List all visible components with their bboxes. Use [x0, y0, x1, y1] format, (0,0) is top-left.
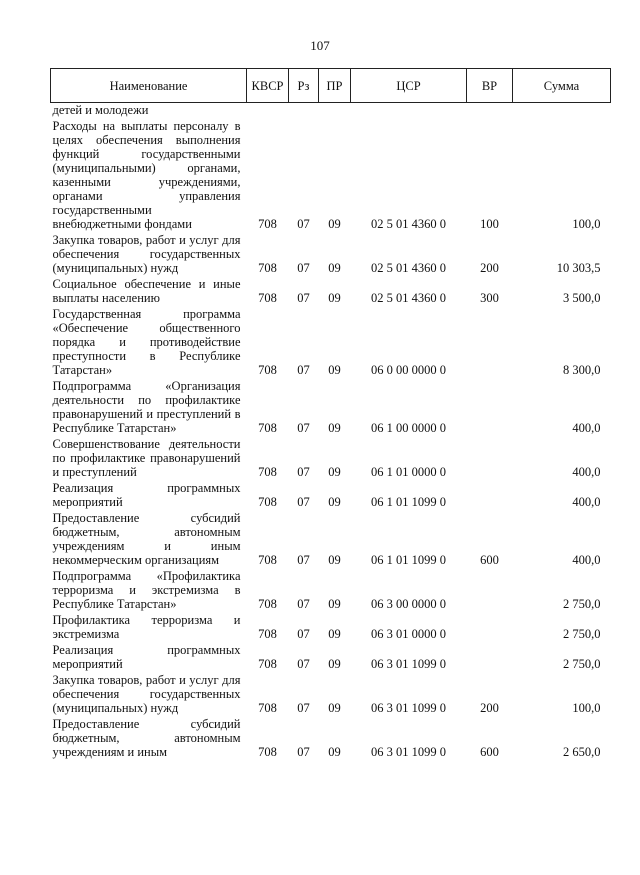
- row-pr: [319, 103, 351, 120]
- row-name: Государственная программа «Обеспечение общественного порядка и противодействие преступности в Республике Татарстан»: [52, 307, 241, 377]
- row-csr: 06 3 00 0000 0: [371, 597, 446, 611]
- row-vr: [467, 569, 513, 613]
- table-row: [51, 277, 611, 307]
- row-vr: 200: [480, 701, 499, 715]
- row-rz: 07: [297, 421, 310, 435]
- header-pr: ПР: [319, 69, 351, 103]
- row-kvsr: 708: [258, 745, 277, 759]
- row-vr: 300: [480, 291, 499, 305]
- row-pr: 09: [328, 597, 341, 611]
- row-vr: [467, 437, 513, 481]
- row-csr: 02 5 01 4360 0: [371, 217, 446, 231]
- row-kvsr: 708: [258, 657, 277, 671]
- row-vr: [467, 613, 513, 643]
- row-sum: 400,0: [572, 553, 601, 567]
- row-kvsr: 708: [258, 553, 277, 567]
- table-row: [51, 481, 611, 511]
- table-body: [51, 103, 611, 762]
- row-rz: 07: [297, 627, 310, 641]
- table-row: [51, 613, 611, 643]
- row-csr: 06 3 01 1099 0: [371, 657, 446, 671]
- header-rz: Рз: [289, 69, 319, 103]
- row-sum: 2 650,0: [563, 745, 601, 759]
- row-name: Реализация программных мероприятий: [52, 643, 241, 671]
- row-kvsr: 708: [258, 627, 277, 641]
- row-csr: 06 1 01 0000 0: [371, 465, 446, 479]
- table-row: [51, 307, 611, 379]
- table-row: [51, 643, 611, 673]
- header-kvsr: КВСР: [247, 69, 289, 103]
- row-sum: 3 500,0: [563, 291, 601, 305]
- header-csr: ЦСР: [351, 69, 467, 103]
- row-name: Предоставление субсидий бюджетным, автономным учреждениям и иным некоммерческим организациям: [52, 511, 241, 567]
- row-rz: [289, 103, 319, 120]
- row-kvsr: 708: [258, 701, 277, 715]
- row-kvsr: 708: [258, 217, 277, 231]
- row-csr: 06 1 01 1099 0: [371, 553, 446, 567]
- row-rz: 07: [297, 657, 310, 671]
- row-kvsr: 708: [258, 465, 277, 479]
- row-csr: 06 3 01 1099 0: [371, 745, 446, 759]
- row-vr: 600: [480, 745, 499, 759]
- row-vr: [467, 481, 513, 511]
- row-csr: 06 3 01 1099 0: [371, 701, 446, 715]
- row-pr: 09: [328, 745, 341, 759]
- row-kvsr: 708: [258, 597, 277, 611]
- row-pr: 09: [328, 291, 341, 305]
- row-pr: 09: [328, 495, 341, 509]
- row-rz: 07: [297, 363, 310, 377]
- row-name: Совершенствование деятельности по профилактике правонарушений и преступлений: [52, 437, 241, 479]
- row-pr: 09: [328, 363, 341, 377]
- row-rz: 07: [297, 597, 310, 611]
- row-vr: [467, 379, 513, 437]
- row-sum: 2 750,0: [563, 657, 601, 671]
- row-pr: 09: [328, 627, 341, 641]
- table-row: [51, 569, 611, 613]
- table-row: [51, 673, 611, 717]
- row-pr: 09: [328, 261, 341, 275]
- row-rz: 07: [297, 745, 310, 759]
- row-rz: 07: [297, 553, 310, 567]
- row-name: Подпрограмма «Профилактика терроризма и экстремизма в Республике Татарстан»: [52, 569, 241, 611]
- row-name: Предоставление субсидий бюджетным, автономным учреждениям и иным: [52, 717, 241, 759]
- row-kvsr: 708: [258, 363, 277, 377]
- header-sum: Сумма: [513, 69, 611, 103]
- row-name: Закупка товаров, работ и услуг для обеспечения государственных (муниципальных) нужд: [52, 233, 241, 275]
- page-number: 107: [310, 38, 330, 53]
- row-sum: 100,0: [572, 701, 601, 715]
- row-rz: 07: [297, 495, 310, 509]
- row-pr: 09: [328, 465, 341, 479]
- row-rz: 07: [297, 217, 310, 231]
- table-row: [51, 379, 611, 437]
- row-vr: [467, 103, 513, 120]
- table-header: [51, 69, 611, 103]
- row-vr: 100: [480, 217, 499, 231]
- row-name: Профилактика терроризма и экстремизма: [52, 613, 241, 641]
- row-sum: 2 750,0: [563, 627, 601, 641]
- row-vr: [467, 643, 513, 673]
- row-pr: 09: [328, 701, 341, 715]
- row-name: Подпрограмма «Организация деятельности по профилактике правонарушений и преступлений в Республике Татарстан»: [52, 379, 241, 435]
- row-vr: 600: [480, 553, 499, 567]
- row-vr: [467, 307, 513, 379]
- table-row: [51, 119, 611, 233]
- row-csr: 02 5 01 4360 0: [371, 291, 446, 305]
- row-csr: 06 3 01 0000 0: [371, 627, 446, 641]
- row-kvsr: [247, 103, 289, 120]
- row-sum: [513, 103, 611, 120]
- row-csr: 06 1 00 0000 0: [371, 421, 446, 435]
- table-row: [51, 437, 611, 481]
- row-csr: [351, 103, 467, 120]
- row-pr: 09: [328, 421, 341, 435]
- row-csr: 06 1 01 1099 0: [371, 495, 446, 509]
- row-name: детей и молодежи: [52, 103, 149, 117]
- row-kvsr: 708: [258, 291, 277, 305]
- row-vr: 200: [480, 261, 499, 275]
- header-name: Наименование: [51, 69, 247, 103]
- row-name: Расходы на выплаты персоналу в целях обеспечения выполнения функций государственными (муниципальными) органами, казенными учреждениями, органами управления государственными внебюджетными фондами: [52, 119, 241, 231]
- row-sum: 100,0: [572, 217, 601, 231]
- row-name: Закупка товаров, работ и услуг для обеспечения государственных (муниципальных) нужд: [52, 673, 241, 715]
- row-name: Социальное обеспечение и иные выплаты населению: [52, 277, 241, 305]
- budget-table: [50, 68, 611, 761]
- row-pr: 09: [328, 553, 341, 567]
- table-row: [51, 233, 611, 277]
- row-csr: 06 0 00 0000 0: [371, 363, 446, 377]
- row-sum: 400,0: [572, 495, 601, 509]
- row-sum: 400,0: [572, 465, 601, 479]
- row-rz: 07: [297, 701, 310, 715]
- row-csr: 02 5 01 4360 0: [371, 261, 446, 275]
- table-row: [51, 511, 611, 569]
- row-pr: 09: [328, 217, 341, 231]
- row-kvsr: 708: [258, 261, 277, 275]
- row-sum: 10 303,5: [556, 261, 601, 275]
- row-kvsr: 708: [258, 495, 277, 509]
- table-row: [51, 103, 611, 120]
- row-rz: 07: [297, 291, 310, 305]
- header-vr: ВР: [467, 69, 513, 103]
- row-kvsr: 708: [258, 421, 277, 435]
- row-rz: 07: [297, 465, 310, 479]
- row-sum: 2 750,0: [563, 597, 601, 611]
- row-sum: 400,0: [572, 421, 601, 435]
- row-rz: 07: [297, 261, 310, 275]
- row-sum: 8 300,0: [563, 363, 601, 377]
- table-row: [51, 717, 611, 761]
- row-pr: 09: [328, 657, 341, 671]
- row-name: Реализация программных мероприятий: [52, 481, 241, 509]
